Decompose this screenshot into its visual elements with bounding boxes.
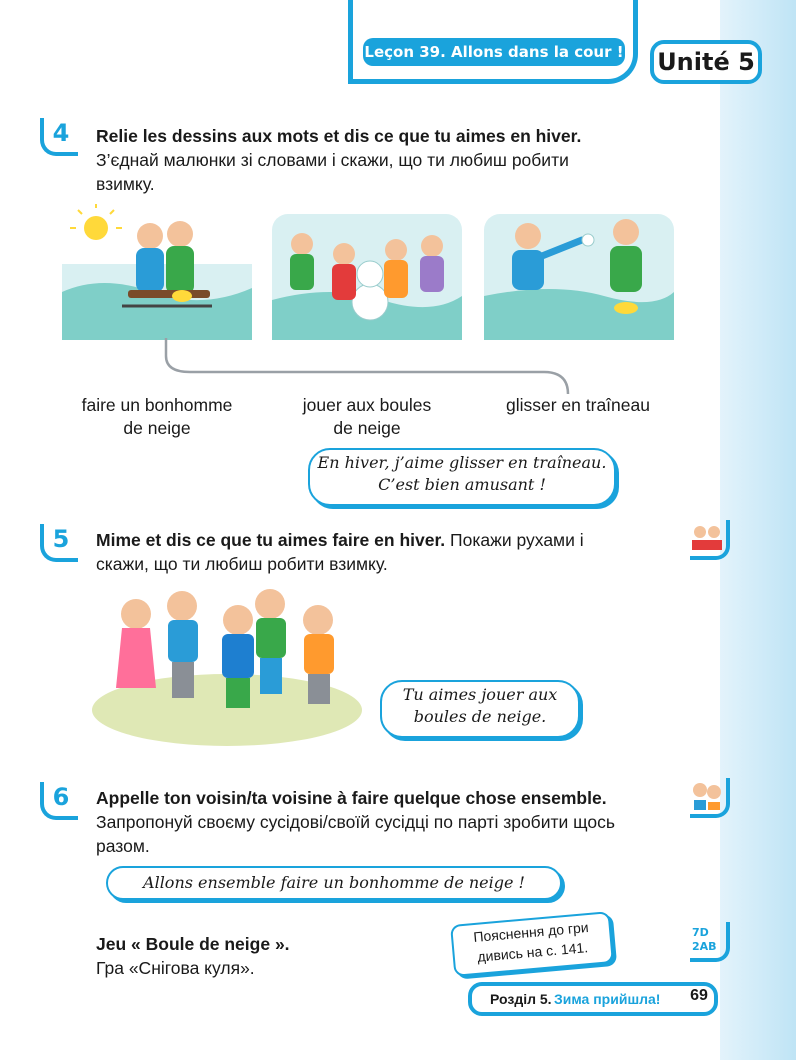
page-number: 69	[690, 987, 708, 1004]
task-4-title: Relie les dessins aux mots et dis ce que tu aimes en hiver.	[96, 126, 582, 146]
sledding-picture	[62, 204, 252, 340]
word-snowman-line2: de neige	[123, 418, 191, 438]
page-side-band	[720, 0, 796, 1060]
word-snowballs-line1: jouer aux boules	[302, 395, 432, 415]
children-icon	[690, 520, 724, 554]
page-footer	[468, 982, 718, 1016]
mime-children-picture	[92, 584, 362, 752]
pair-talk-icon	[690, 778, 730, 818]
task-4-ua-text: З’єднай малюнки зі словами і скажи, що ти любиш робити взимку.	[96, 150, 569, 194]
game-instructions	[96, 932, 396, 980]
game-ua-title: Гра «Снігова куля».	[96, 958, 255, 978]
word-sledding	[480, 394, 676, 417]
lesson-header-tab	[348, 0, 638, 84]
task-5-number: 5	[40, 524, 78, 562]
unit-badge: Unité 5	[650, 40, 762, 84]
task-4-speech-bubble: En hiver, j’aime glisser en traîneau. C’est bien amusant !	[308, 448, 616, 506]
game-title: Jeu « Boule de neige ».	[96, 934, 290, 954]
task-6-number: 6	[40, 782, 78, 820]
two-children-icon	[690, 778, 724, 812]
blocks-icon: 7D 2AB	[692, 926, 717, 953]
task-6-title: Appelle ton voisin/ta voisine à faire quelque chose ensemble.	[96, 788, 607, 808]
lesson-title: Leçon 39. Allons dans la cour !	[363, 38, 625, 66]
footer-section: Розділ 5.	[490, 991, 552, 1007]
word-snowman	[62, 394, 252, 440]
pair-work-icon	[690, 520, 730, 560]
task-4-number: 4	[40, 118, 78, 156]
game-icon-box	[690, 922, 730, 962]
word-snowballs	[272, 394, 462, 440]
snowman-picture	[272, 204, 462, 340]
snowball-picture	[484, 204, 674, 340]
matching-line	[160, 338, 580, 400]
word-sledding-line1: glisser en traîneau	[506, 395, 650, 415]
task-5-speech-bubble: Tu aimes jouer aux boules de neige.	[380, 680, 580, 738]
word-snowman-line1: faire un bonhomme	[81, 395, 233, 415]
word-snowballs-line2: de neige	[333, 418, 401, 438]
task-6-speech-bubble: Allons ensemble faire un bonhomme de neige !	[106, 866, 562, 900]
task-4-instructions	[96, 124, 621, 196]
footer-section-title: Зима прийшла!	[554, 991, 661, 1007]
task-5-title: Mime et dis ce que tu aimes faire en hiver.	[96, 530, 446, 550]
game-note: Пояснення до гри дивись на с. 141.	[450, 911, 614, 977]
task-6-instructions	[96, 786, 621, 858]
task-6-ua-text: Запропонуй своєму сусідові/своїй сусідці по парті зробити щось разом.	[96, 812, 615, 856]
task-5-ua-text: Покажи рухами і скажи, що ти любиш робити взимку.	[96, 530, 584, 574]
task-5-instructions	[96, 528, 621, 576]
